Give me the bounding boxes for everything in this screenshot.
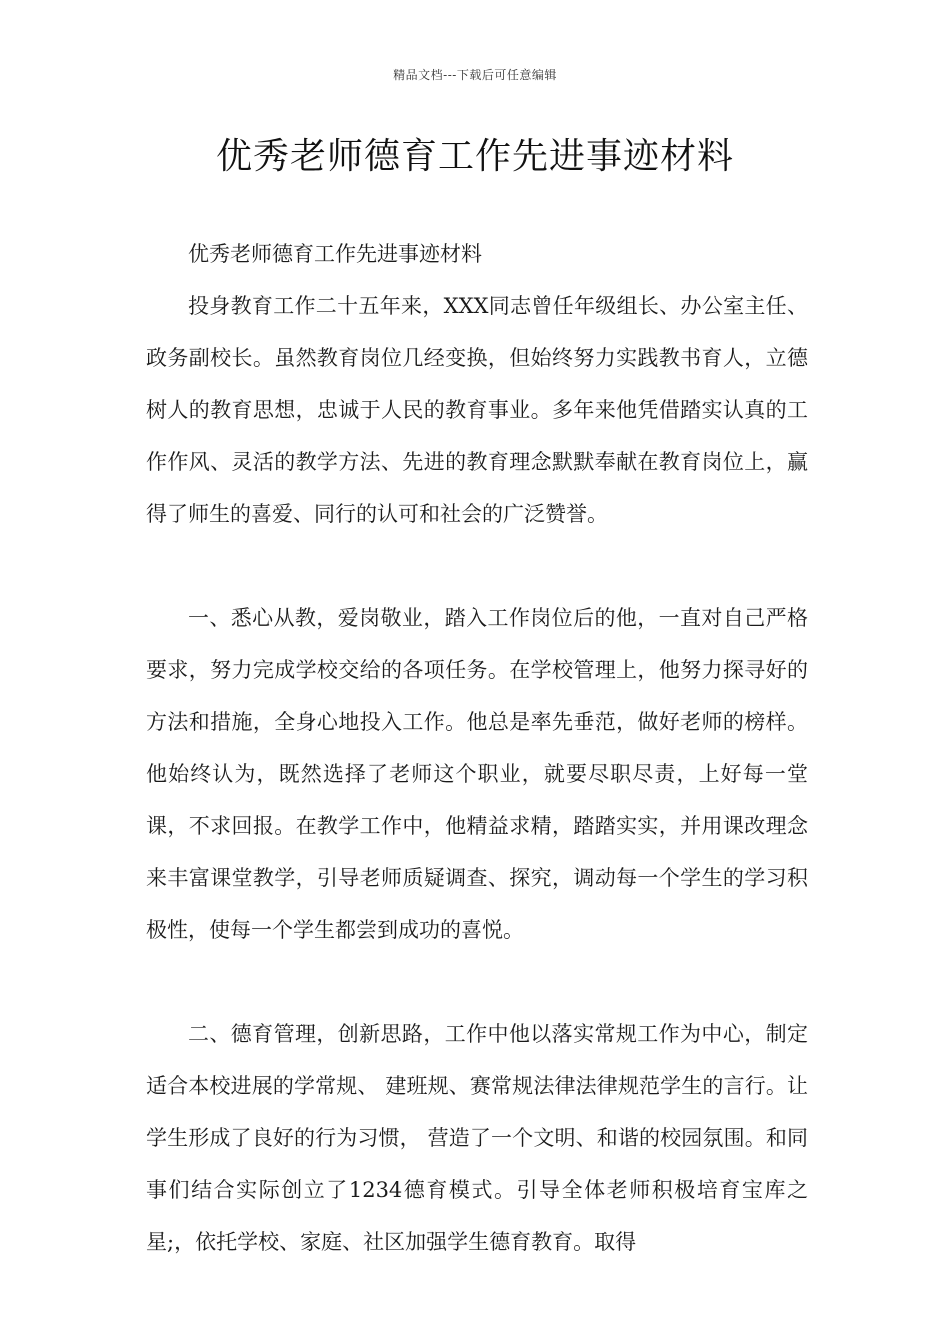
document-title: 优秀老师德育工作先进事迹材料 xyxy=(215,136,734,177)
paragraph-spacer xyxy=(146,956,808,1008)
paragraph-intro: 投身教育工作二十五年来，XXX同志曾任年级组长、办公室主任、政务副校长。虽然教育岗位几经变换，但始终努力实践教书育人，立德树人的教育思想，忠诚于人民的教育事业。多年来他凭借踏实认真的工作作风、灵活的教学方法、先进的教育理念默默奉献在教育岗位上，赢得了师生的喜爱、同行的认可和社会的广泛赞誉。 xyxy=(146,294,808,526)
header-note: 精品文档---下载后可任意编辑 xyxy=(393,68,557,82)
document-body xyxy=(146,228,808,1268)
paragraph-section-one: 一、悉心从教，爱岗敬业，踏入工作岗位后的他，一直对自己严格要求，努力完成学校交给的各项任务。在学校管理上，他努力探寻好的方法和措施，全身心地投入工作。他总是率先垂范，做好老师的榜样。他始终认为，既然选择了老师这个职业，就要尽职尽责，上好每一堂课，不求回报。在教学工作中，他精益求精，踏踏实实，并用课改理念来丰富课堂教学，引导老师质疑调查、探究，调动每一个学生的学习积极性，使每一个学生都尝到成功的喜悦。 xyxy=(146,606,808,942)
paragraph-spacer xyxy=(146,540,808,592)
document-subtitle: 优秀老师德育工作先进事迹材料 xyxy=(188,242,482,266)
paragraph-section-two: 二、德育管理，创新思路，工作中他以落实常规工作为中心，制定适合本校进展的学常规、 建班规、赛常规法律法律规范学生的言行。让学生形成了良好的行为习惯， 营造了一个文明、和谐的校园氛围。和同事们结合实际创立了1234德育模式。引导全体老师积极培育宝库之星;，依托学校、家庭、社区加强学生德育教育。取得 xyxy=(146,1022,808,1254)
